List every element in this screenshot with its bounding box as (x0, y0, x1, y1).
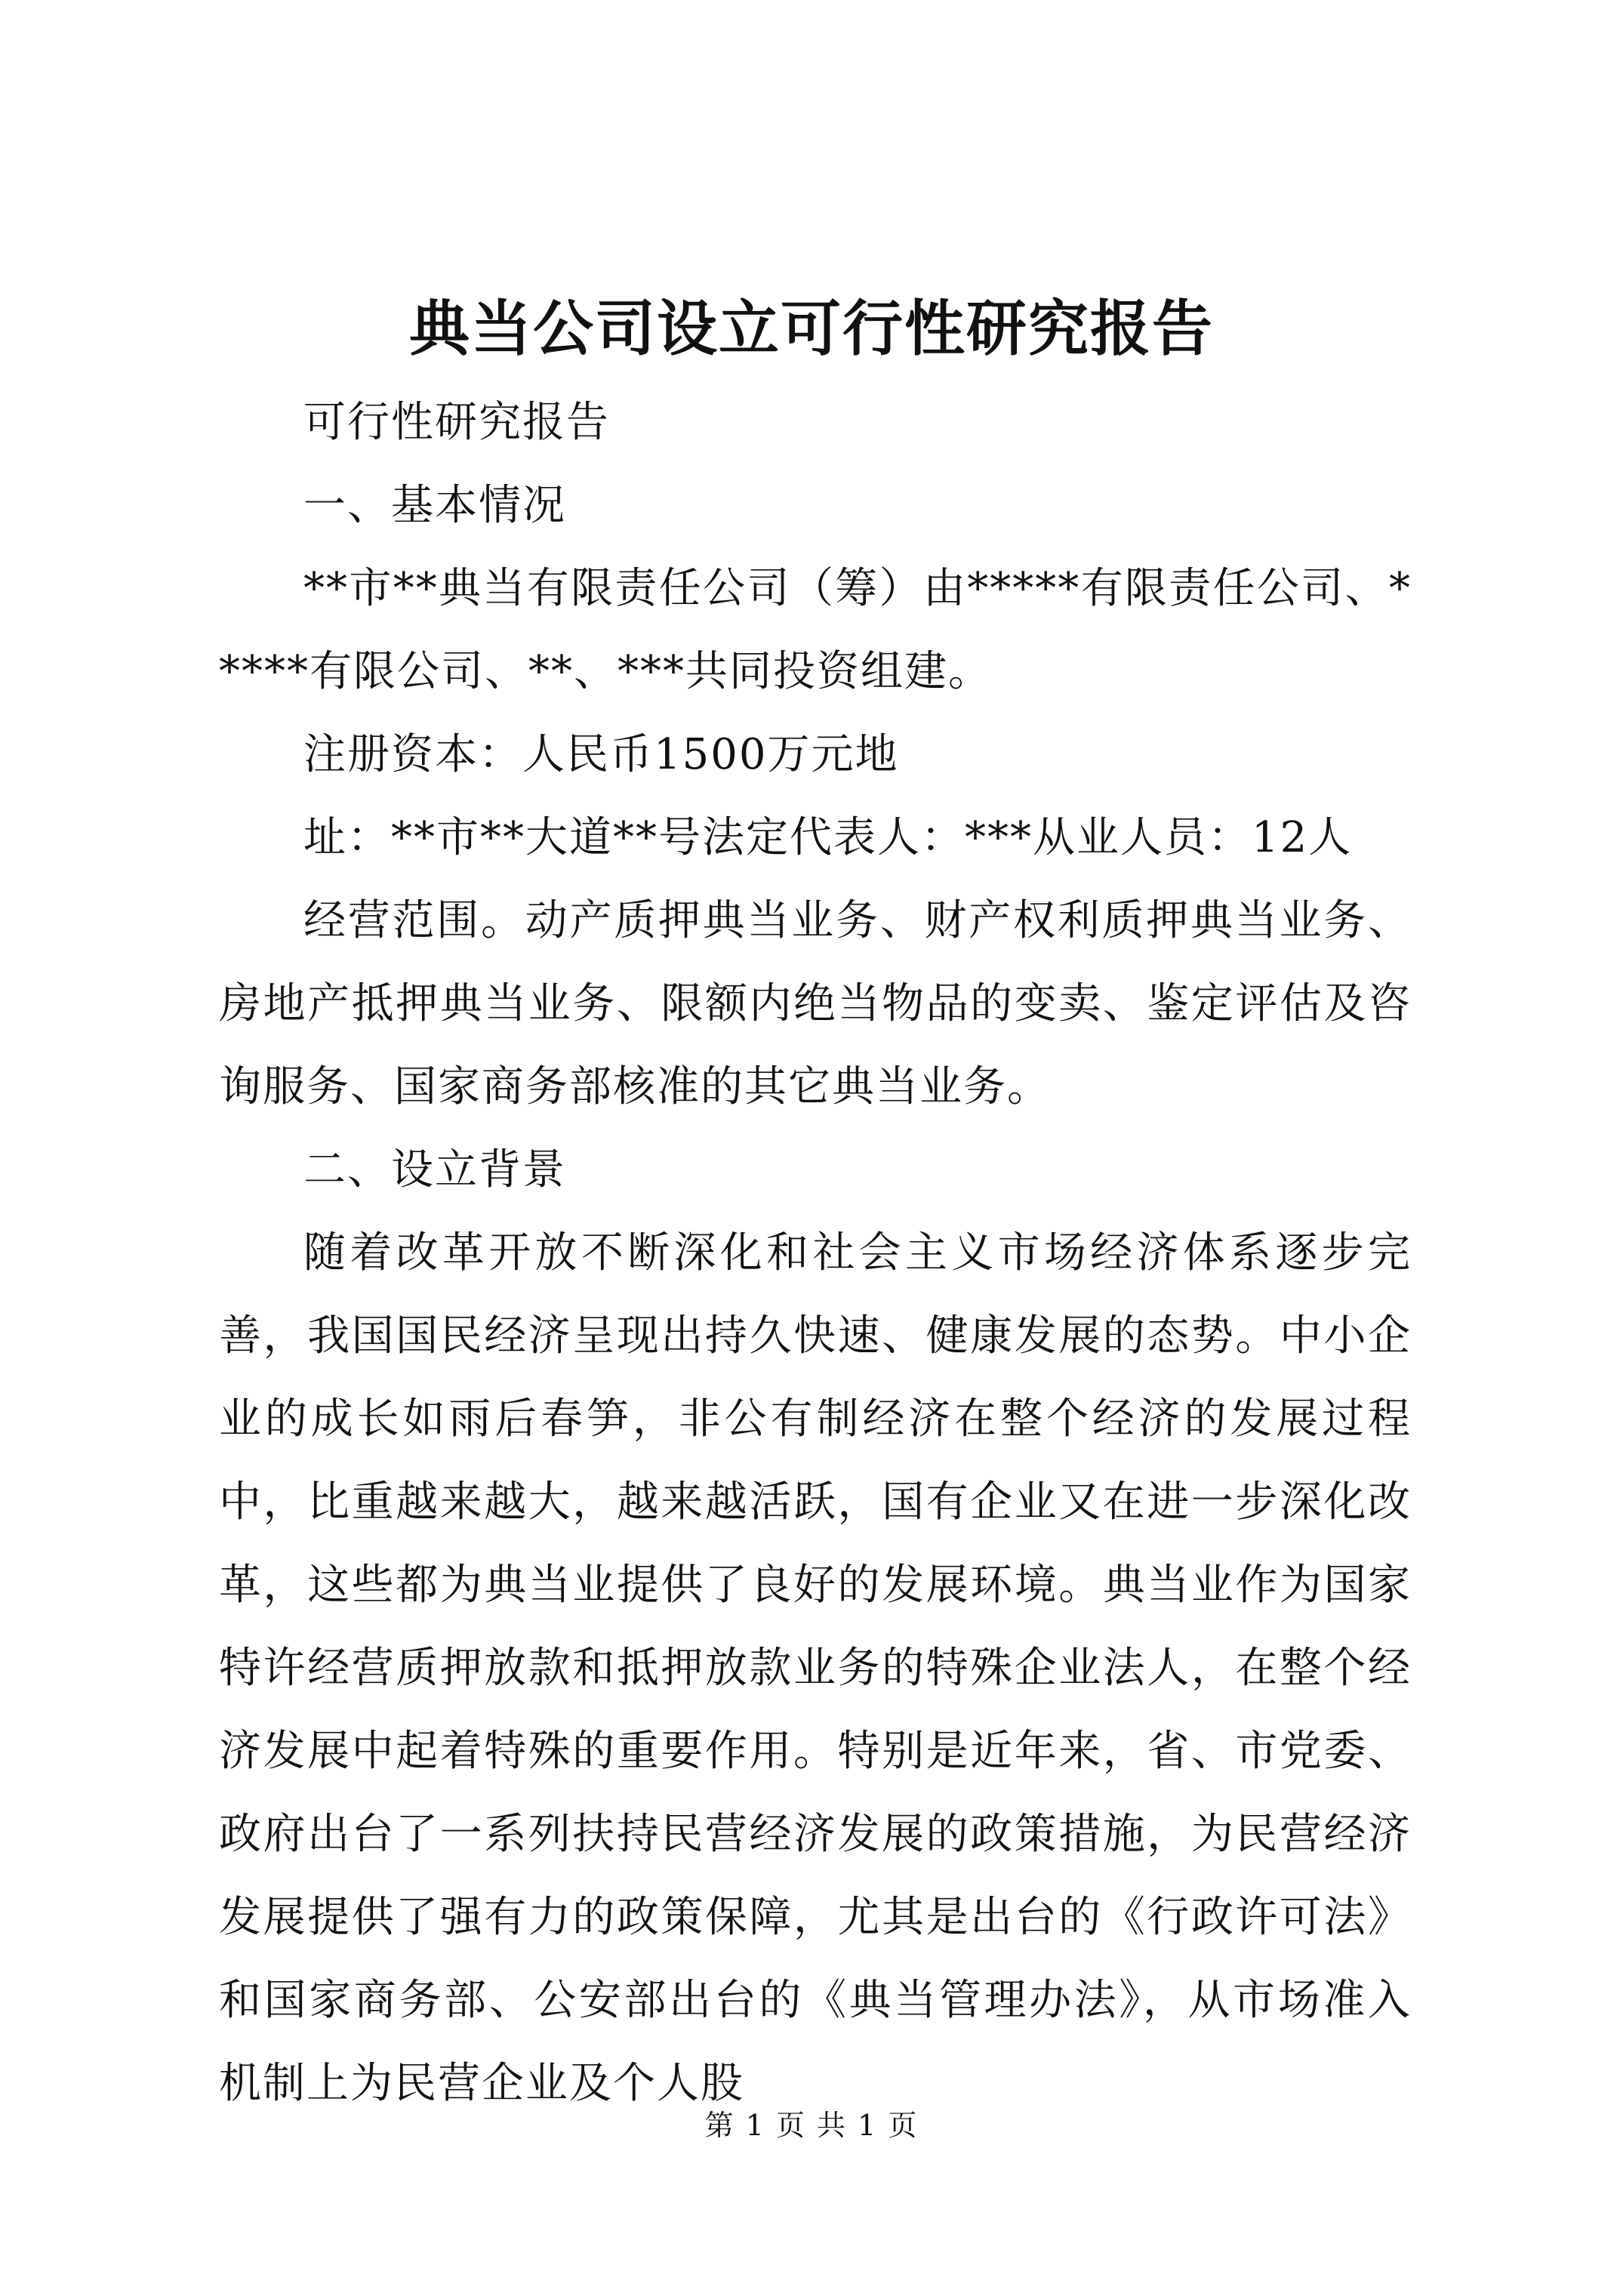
page-footer: 第 1 页 共 1 页 (704, 2109, 919, 2142)
paragraph-company-formation: **市**典当有限责任公司（筹）由*****有限责任公司、*****有限公司、**、***共同投资组建。 (219, 564, 1412, 696)
section-heading-basic-info: 一、基本情况 (303, 481, 566, 530)
paragraph-address-representative: 址：**市**大道**号法定代表人：***从业人员：12人 (303, 813, 1353, 862)
document-title: 典当公司设立可行性研究报告 (409, 293, 1214, 364)
section-heading-background: 二、设立背景 (303, 1145, 566, 1194)
paragraph-business-scope: 经营范围。动产质押典当业务、财产权利质押典当业务、房地产抵押典当业务、限额内绝当物品的变卖、鉴定评估及咨询服务、国家商务部核准的其它典当业务。 (219, 896, 1412, 1111)
paragraph-subtitle: 可行性研究报告 (303, 398, 610, 447)
paragraph-registered-capital: 注册资本：人民币1500万元地 (303, 730, 899, 779)
paragraph-background: 随着改革开放不断深化和社会主义市场经济体系逐步完善，我国国民经济呈现出持久快速、健康发展的态势。中小企业的成长如雨后春笋，非公有制经济在整个经济的发展过程中，比重越来越大，越来越活跃，国有企业又在进一步深化改革，这些都为典当业提供了良好的发展环境。典当业作为国家特许经营质押放款和抵押放款业务的特殊企业法人，在整个经济发展中起着特殊的重要作用。特别是近年来，省、市党委、政府出台了一系列扶持民营经济发展的政策措施，为民营经济发展提供了强有力的政策保障，尤其是出台的《行政许可法》和国家商务部、公安部出台的《典当管理办法》，从市场准入机制上为民营企业及个人股 (219, 1228, 1412, 2108)
document-body (219, 381, 1412, 2125)
